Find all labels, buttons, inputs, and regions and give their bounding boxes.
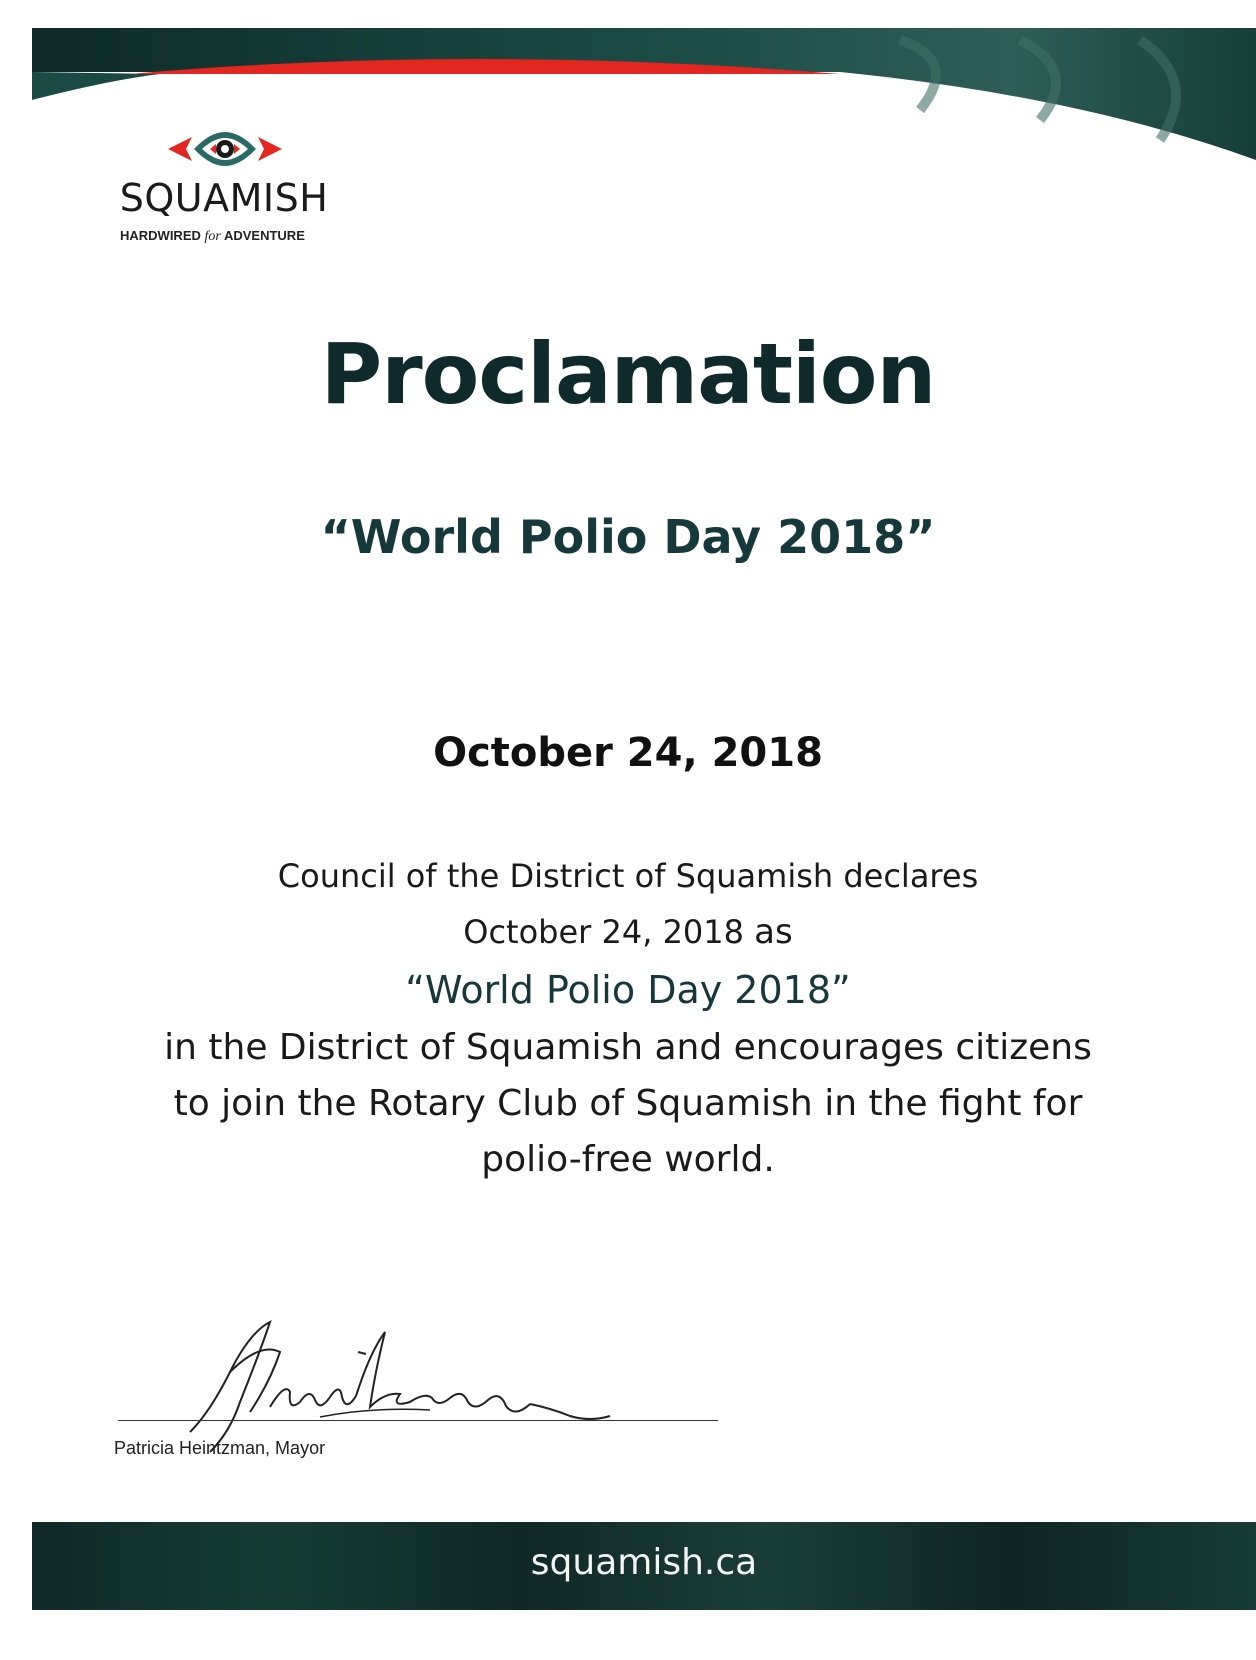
body-date: October 24, 2018 (463, 913, 755, 951)
logo-tagline (120, 228, 344, 245)
logo-wordmark: SQUAMISH (119, 176, 329, 220)
body-line: polio-free world. (481, 1139, 775, 1180)
proclamation-body (60, 848, 1196, 1188)
footer-url: squamish.ca (530, 1542, 758, 1583)
page-title: Proclamation (320, 325, 936, 423)
tagline-end: ADVENTURE (220, 228, 305, 243)
tagline-start: HARDWIRED (120, 228, 205, 243)
body-line (60, 904, 1196, 960)
body-line: to join the Rotary Club of Squamish in the fight for (173, 1083, 1083, 1124)
signatory-name: Patricia Heintzman, Mayor (114, 1438, 326, 1458)
footer-band (32, 1522, 1256, 1610)
body-as: as (754, 912, 793, 952)
body-line: Council of the District of Squamish declares (277, 857, 979, 895)
squamish-eye-icon (166, 128, 284, 170)
tagline-italic: for (204, 229, 221, 244)
signature-line (118, 1420, 718, 1421)
body-line-event: “World Polio Day 2018” (405, 968, 851, 1012)
proclamation-date: October 24, 2018 (433, 730, 823, 776)
squamish-logo (104, 128, 344, 248)
body-line: in the District of Squamish and encourages citizens (164, 1027, 1092, 1068)
proclamation-subtitle: “World Polio Day 2018” (320, 510, 936, 564)
